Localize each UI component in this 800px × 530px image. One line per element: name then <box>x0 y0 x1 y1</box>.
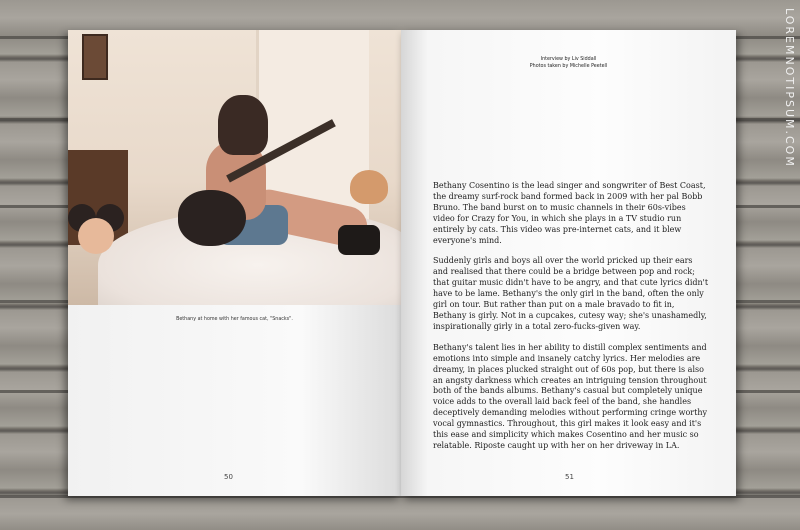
page-number-left: 50 <box>224 473 233 481</box>
photo-mickey-head <box>78 218 114 254</box>
left-page <box>68 30 401 496</box>
photo-guitar-body <box>178 190 246 246</box>
credit-interview: Interview by Liv Siddall <box>540 57 597 62</box>
article-credits <box>401 56 736 70</box>
credit-photos: Photos taken by Michelle Peetell <box>529 64 608 69</box>
photo-caption: Bethany at home with her famous cat, "Snacks". <box>176 317 293 322</box>
article-paragraph: Bethany Cosentino is the lead singer and songwriter of Best Coast, the dreamy surf-rock band formed back in 2009 with her pal Bobb Bruno. The band burst on to music channels in their 60s-vibes video for Crazy for You, in which she plays in a TV studio run entirely by cats. This video was pre-internet cats, and it blew everyone's mind. <box>433 181 706 245</box>
article-paragraph: Suddenly girls and boys all over the world pricked up their ears and realised that there could be a bridge between pop and rock; that guitar music didn't have to be angry, and that cute lyrics didn't have to be lame. Bethany's the only girl in the band, often the only girl on tour. But rather than put on a male bravado to fit in, Bethany is girly. Not in a cupcakes, cutesy way; she's unashamedly, inspirationally girly in a total zero-fucks-given way. <box>433 256 709 331</box>
photo-person-boots <box>338 225 380 255</box>
article-body <box>433 181 709 462</box>
right-page <box>401 30 736 496</box>
article-paragraph: Bethany's talent lies in her ability to distill complex sentiments and emotions into simple and insanely catchy lyrics. Her melodies are dreamy, in places plucked straight out of 60s pop, but there is also an angsty darkness which creates an intriguing tension throughout both of the bands albums. Bethany's casual but completely unique voice adds to the overall laid back feel of the band, she handles deceptively demanding melodies without performing cringe worthy vocal gymnastics. Throughout, this girl makes it look easy and it's this ease and simplicity which makes Cosentino and her music so relatable. Riposte caught up with her on her driveway in LA. <box>433 342 707 450</box>
photo-cat <box>350 170 388 204</box>
cover-photo <box>68 30 401 305</box>
watermark-text: LOREMNOTIPSUM.COM <box>783 8 796 168</box>
page-number-right: 51 <box>565 473 574 481</box>
photo-wall-frame <box>82 34 108 80</box>
photo-person-hair <box>218 95 268 155</box>
magazine-spread <box>68 30 736 496</box>
